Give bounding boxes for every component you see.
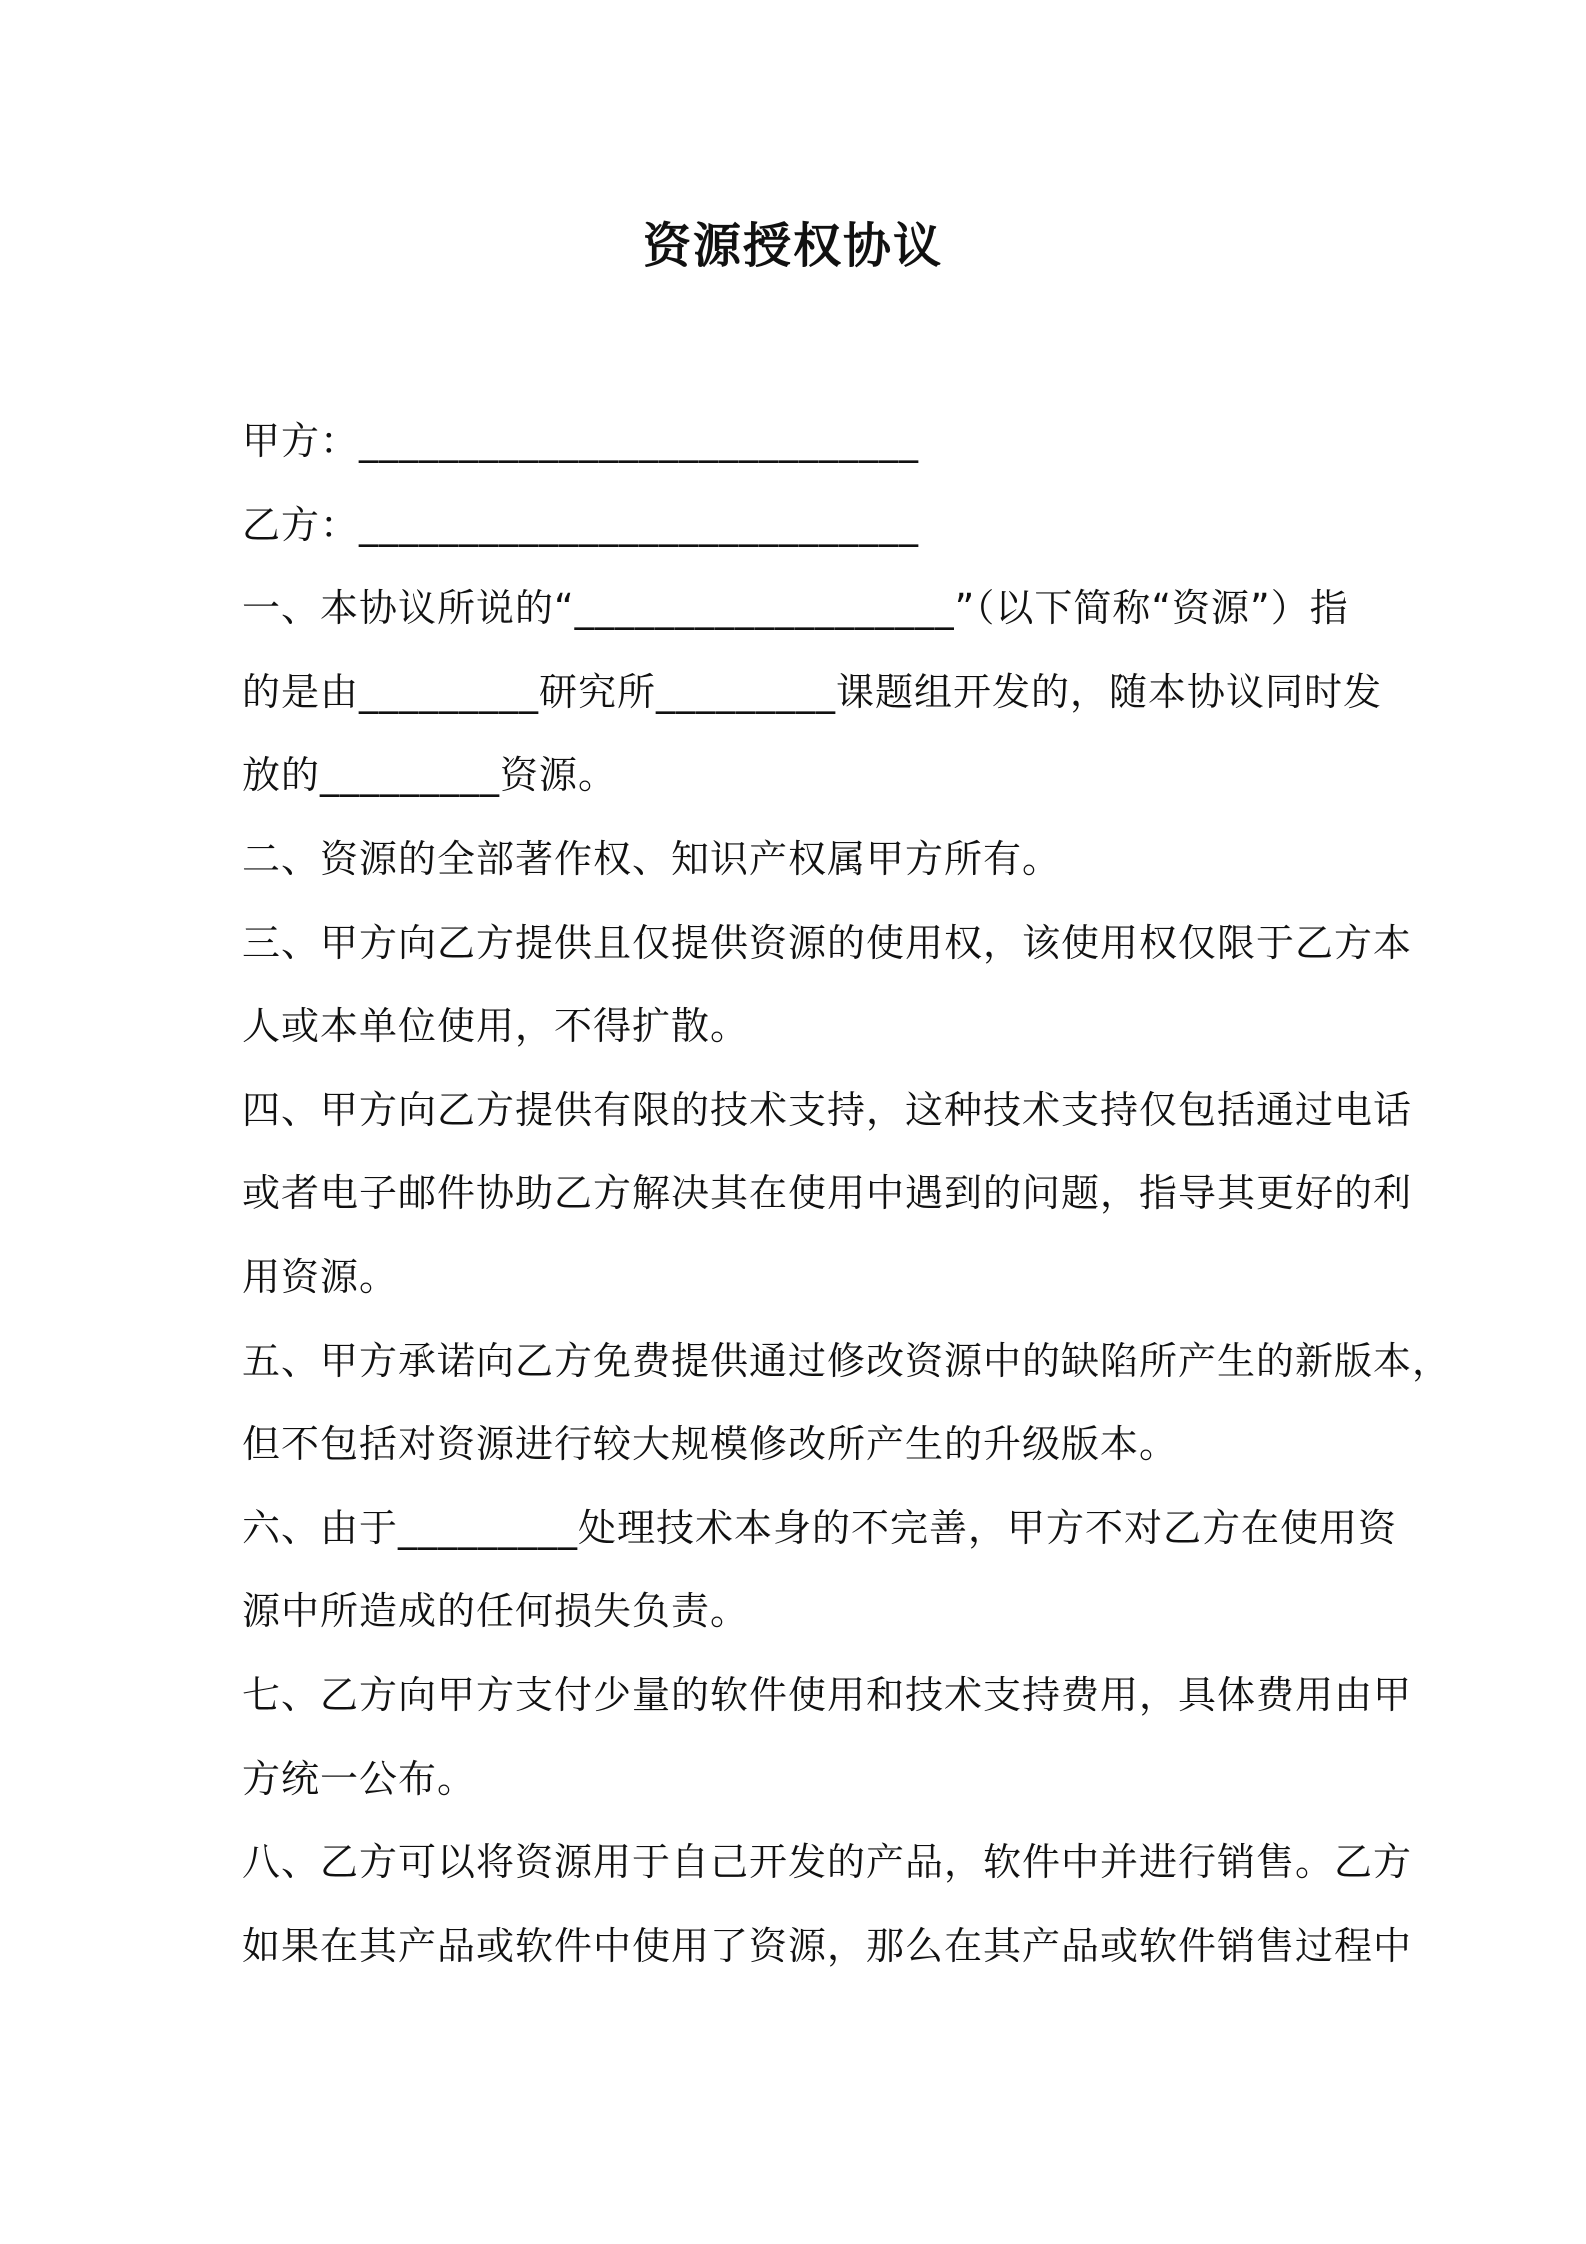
party-b-line: 乙方：____________________________	[242, 502, 920, 547]
clause-6-line-2: 源中所造成的任何损失负责。	[242, 1589, 750, 1634]
clause-5-line-2: 但不包括对资源进行较大规模修改所产生的升级版本。	[242, 1422, 1179, 1467]
clause-8-line-1: 八、乙方可以将资源用于自己开发的产品，软件中并进行销售。乙方	[242, 1840, 1413, 1885]
clause-8-line-2: 如果在其产品或软件中使用了资源，那么在其产品或软件销售过程中	[242, 1923, 1413, 1968]
clause-5-line-1: 五、甲方承诺向乙方免费提供通过修改资源中的缺陷所产生的新版本，	[242, 1338, 1452, 1383]
clause-3-line-2: 人或本单位使用，不得扩散。	[242, 1004, 750, 1049]
party-a-line: 甲方：____________________________	[242, 419, 920, 463]
clause-3-line-1: 三、甲方向乙方提供且仅提供资源的使用权，该使用权仅限于乙方本	[242, 920, 1413, 965]
clause-7-line-1: 七、乙方向甲方支付少量的软件使用和技术支持费用，具体费用由甲	[242, 1672, 1413, 1717]
clause-4-line-1: 四、甲方向乙方提供有限的技术支持，这种技术支持仅包括通过电话	[242, 1087, 1413, 1132]
clause-6-line-1: 六、由于_________处理技术本身的不完善，甲方不对乙方在使用资	[242, 1505, 1398, 1550]
clause-1-line-2: 的是由_________研究所_________课题组开发的，随本协议同时发	[242, 669, 1383, 714]
document-body	[242, 400, 1452, 1988]
clause-1-line-3: 放的_________资源。	[242, 753, 618, 798]
clause-7-line-2: 方统一公布。	[242, 1756, 477, 1801]
clause-1-line-1: 一、本协议所说的“___________________”（以下简称“资源”）指	[242, 586, 1349, 631]
clause-4-line-2: 或者电子邮件协助乙方解决其在使用中遇到的问题，指导其更好的利	[242, 1171, 1413, 1216]
document-title: 资源授权协议	[642, 218, 943, 274]
clause-4-line-3: 用资源。	[242, 1254, 399, 1299]
clause-2-line-1: 二、资源的全部著作权、知识产权属甲方所有。	[242, 836, 1062, 881]
